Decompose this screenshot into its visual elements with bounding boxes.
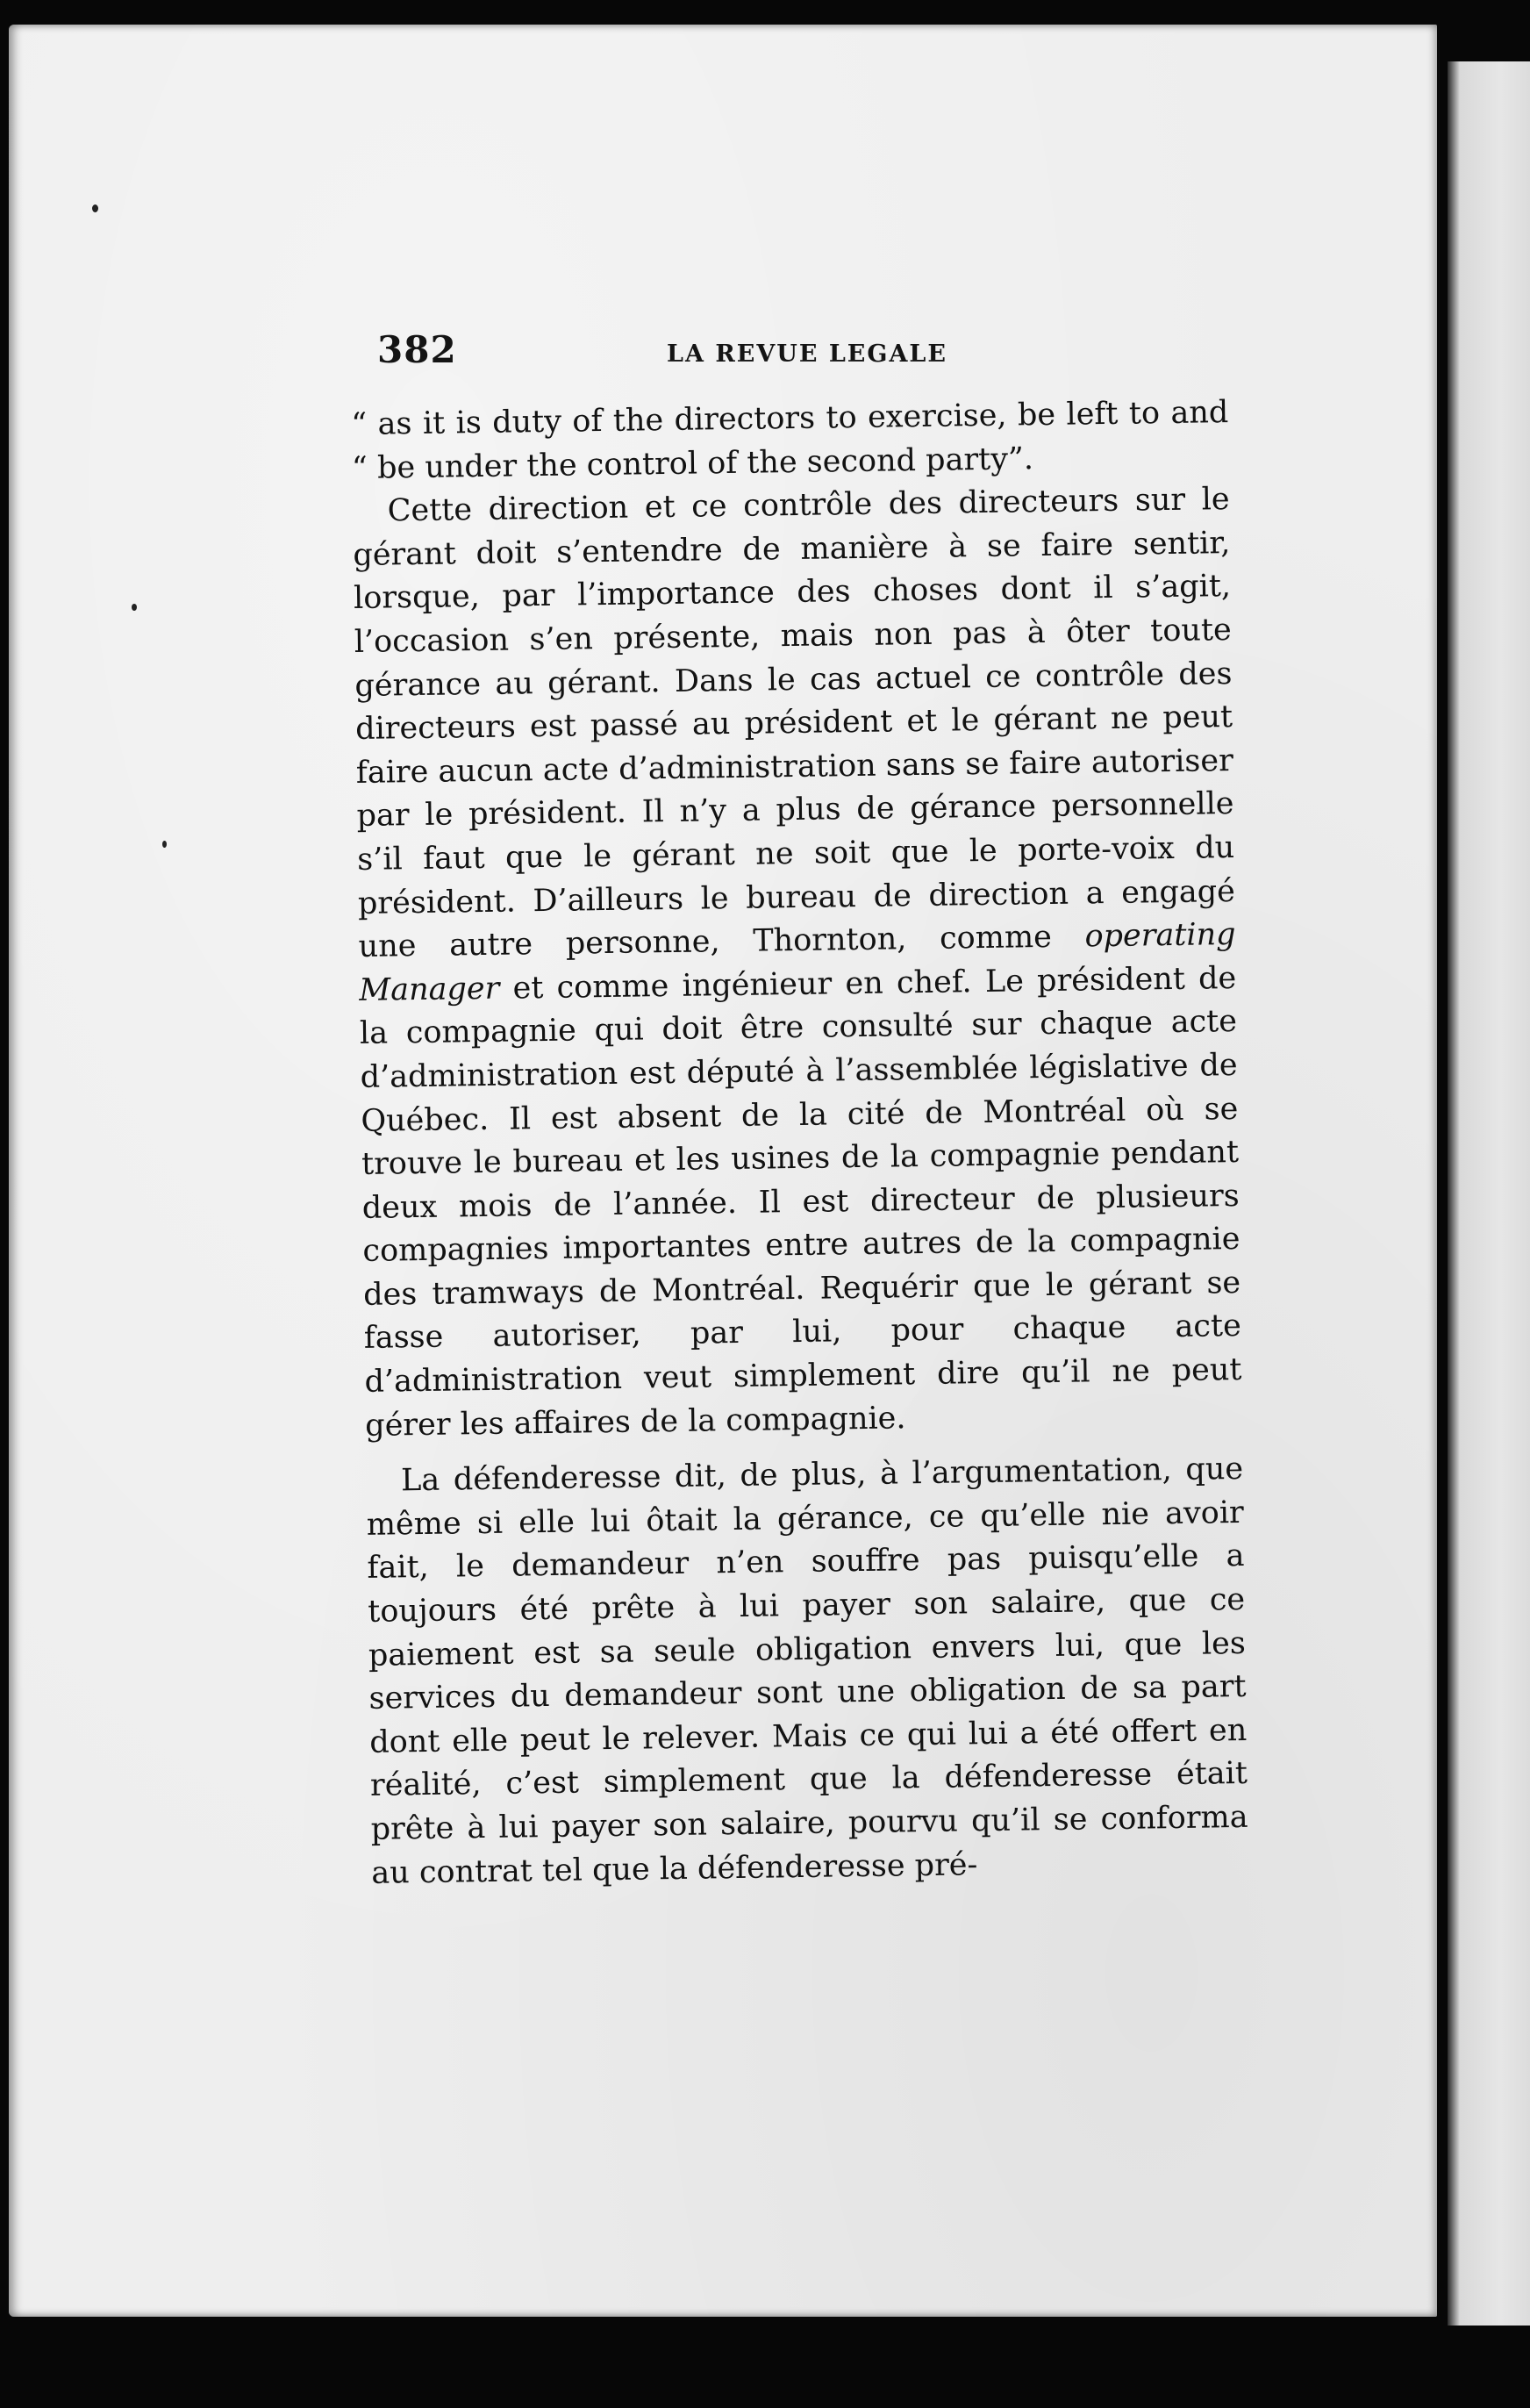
- running-head: LA REVUE LEGALE: [667, 340, 947, 368]
- page-header: [377, 328, 1237, 381]
- next-page-edge: [1448, 61, 1530, 2326]
- paragraph-direction: [352, 478, 1242, 1448]
- paragraph-text: et comme ingénieur en chef. Le président de la compagnie qui doit être consulté sur chaque acte d’administration est député à l’assemblée législative de Québec. Il est absent de la cité de Montréal où se trouve le bureau et les usines de la compagnie pendant deux mois de l’année. Il est directeur de plusieurs compagnies importantes entre autres de la compagnie des tramways de Montréal. Requérir que le gérant se fasse autoriser, par lui, pour chaque acte d’administration veut simplement dire qu’il ne peut gérer les affaires de la compagnie.: [359, 960, 1242, 1444]
- paragraph-text: “ as it is duty of the directors to exercise, be left to and “ be under the control of the second party”.: [351, 395, 1229, 486]
- body-text: [351, 391, 1249, 1896]
- page-number: 382: [377, 328, 457, 371]
- paper-speck: [92, 204, 98, 212]
- paper-speck: [162, 841, 167, 848]
- paragraph-text: La défenderesse dit, de plus, à l’argumentation, que même si elle lui ôtait la gérance, ce qu’elle nie avoir fait, le demandeur n’en souffre pas puisqu’elle a toujours été prête à lui payer son salaire, que ce paiement est sa seule obligation envers lui, que les services du demandeur sont une obligation de sa part dont elle peut le relever. Mais ce qui lui a été offert en réalité, c’est simplement que la défenderesse était prête à lui payer son salaire, pourvu qu’il se conforma au contrat tel que la défenderesse pré-: [366, 1451, 1248, 1891]
- paragraph-quote: [351, 391, 1229, 491]
- paragraph-defenderesse: [366, 1448, 1249, 1896]
- paper-speck: [132, 604, 137, 611]
- paragraph-text: Cette direction et ce contrôle des directeurs sur le gérant doit s’entendre de manière à se faire sentir, lorsque, par l’importance des choses dont il s’agit, l’occasion s’en présente, mais non pas à ôter toute gérance au gérant. Dans le cas actuel ce contrôle des directeurs est passé au président et le gérant ne peut faire aucun acte d’administration sans se faire autoriser par le président. Il n’y a plus de gérance personnelle s’il faut que le gérant ne soit que le porte-voix du président. D’ailleurs le bureau de direction a engagé une autre personne, Thornton, comme: [353, 482, 1236, 965]
- italic-term: operating Manager: [359, 917, 1236, 1008]
